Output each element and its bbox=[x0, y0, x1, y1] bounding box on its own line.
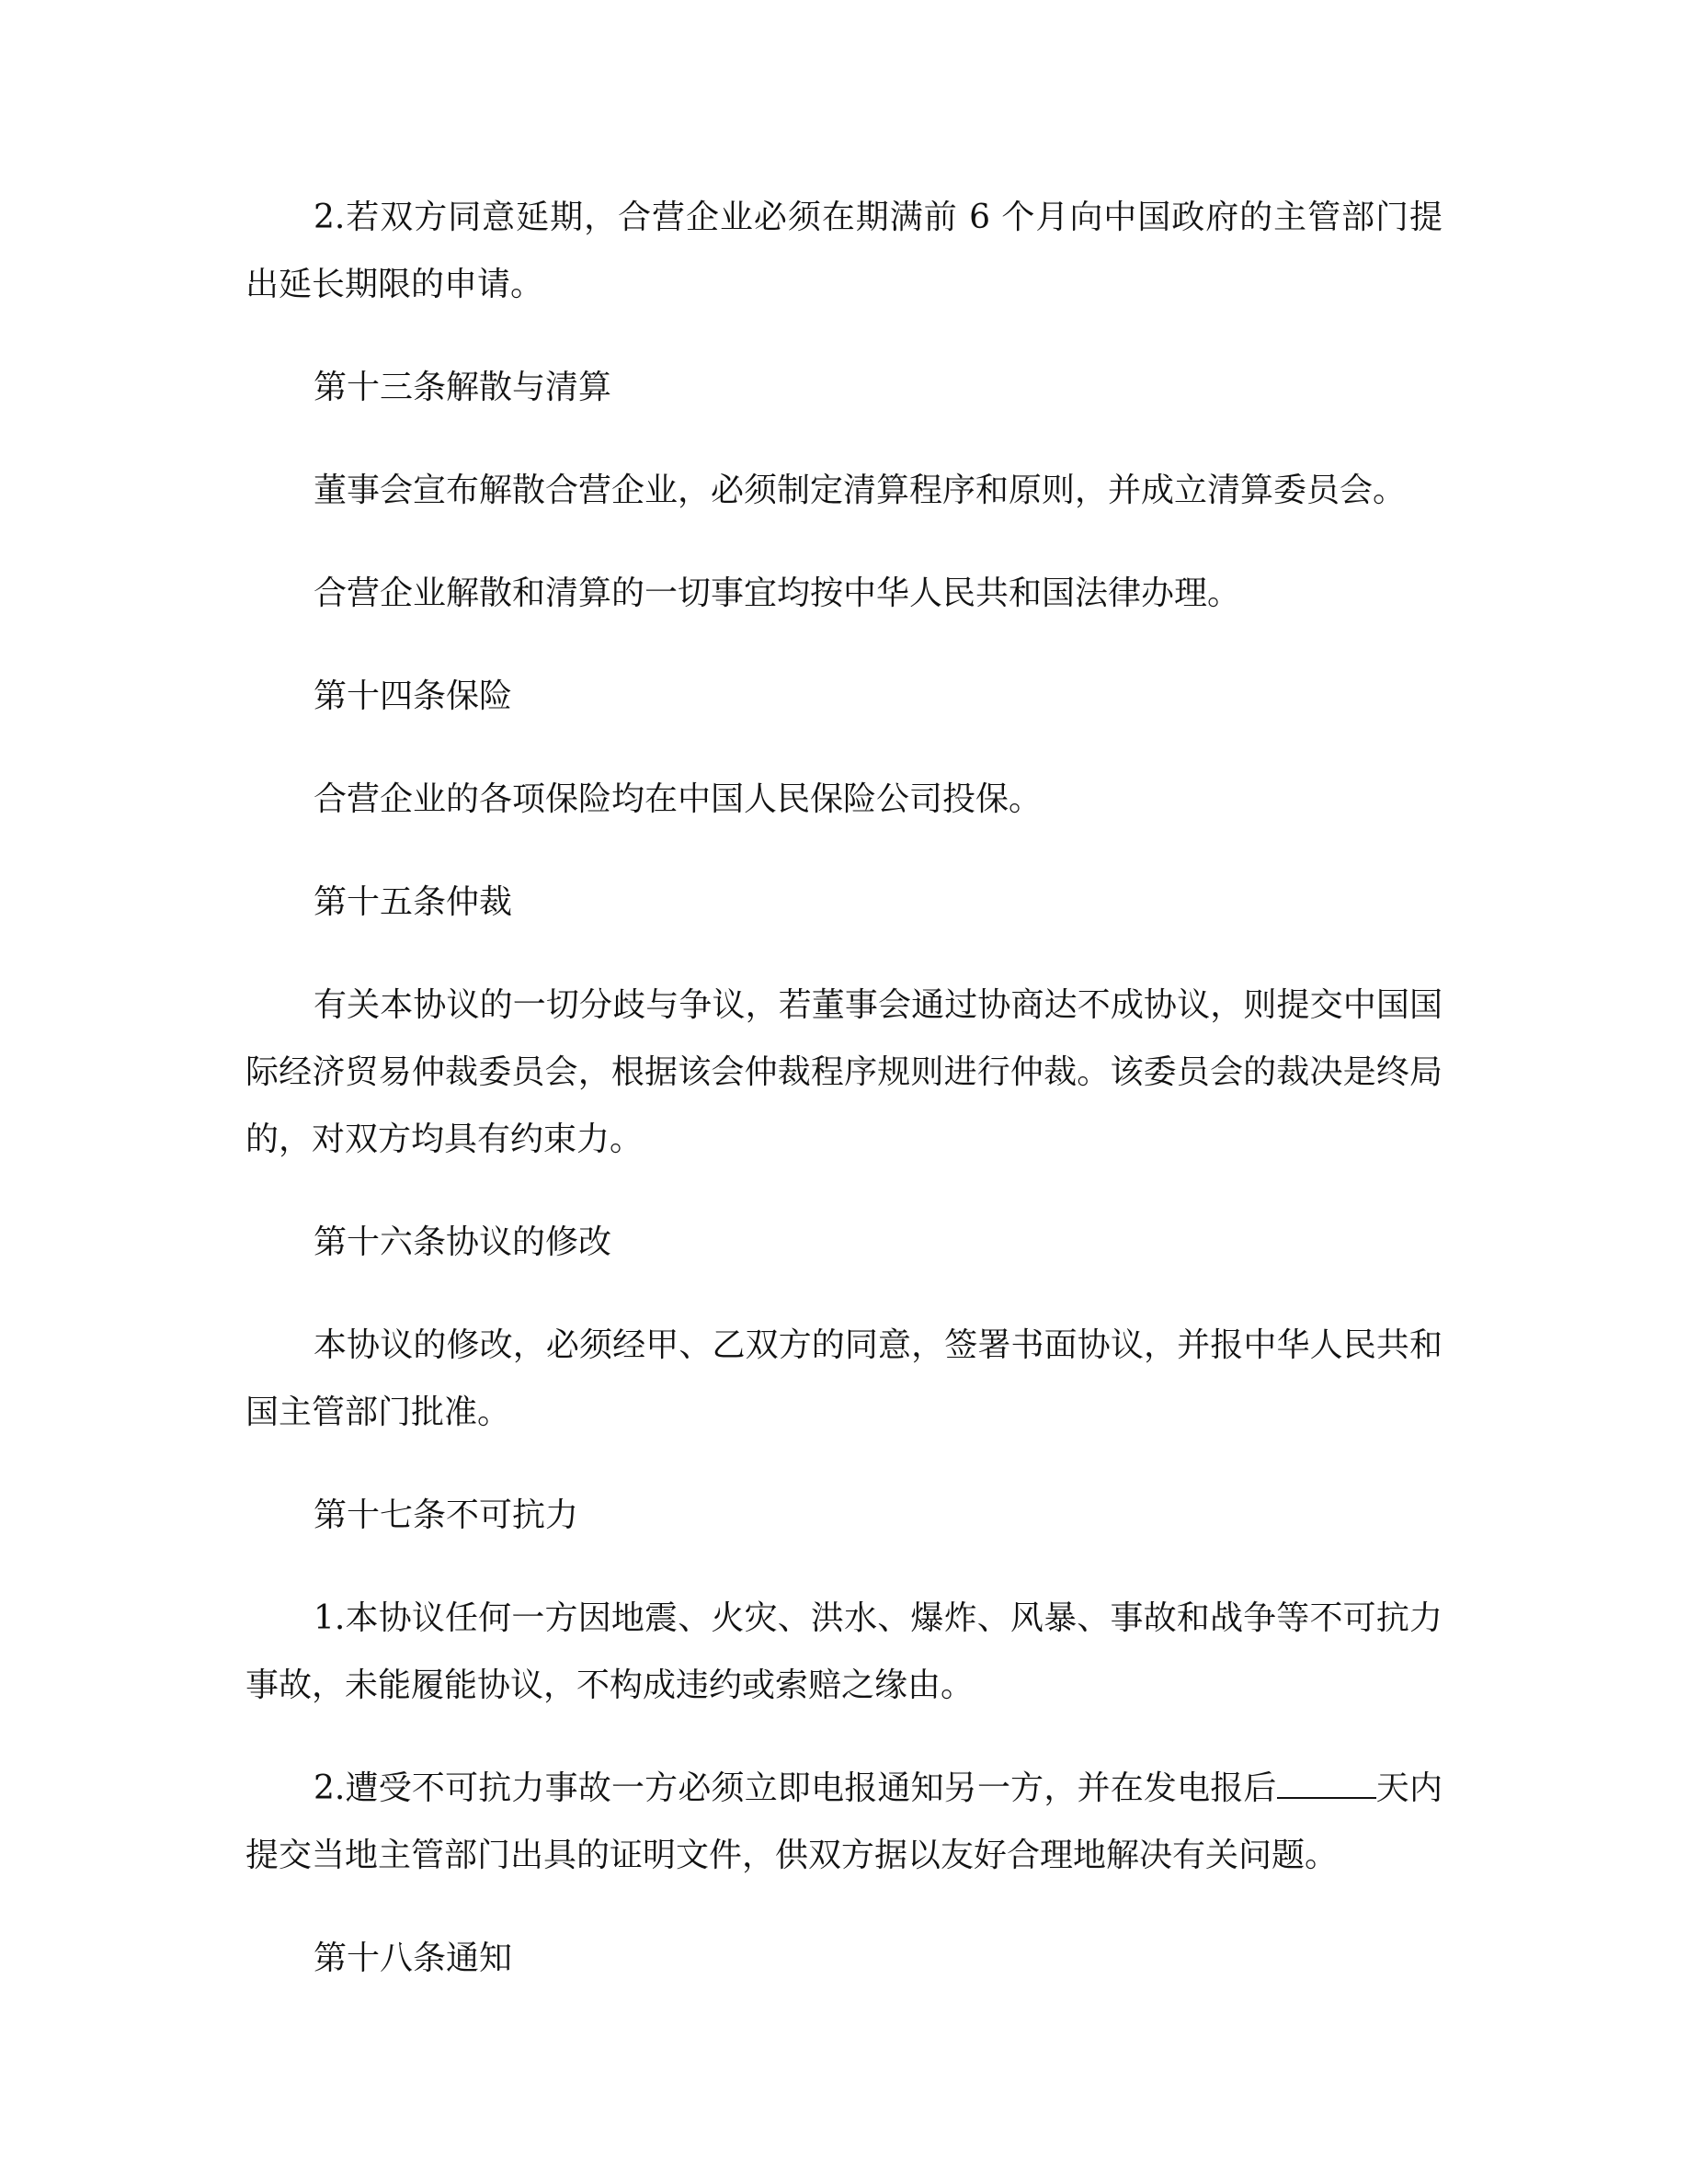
force-majeure-text-after: 天内提交当地主管部门出具的证明文件，供双方据以友好合理地解决有关问题。 bbox=[245, 1769, 1443, 1874]
paragraph-force-majeure-2 bbox=[245, 1755, 1443, 1889]
article-15-heading: 第十五条仲裁 bbox=[314, 883, 513, 921]
paragraph-liquidation-law: 合营企业解散和清算的一切事宜均按中华人民共和国法律办理。 bbox=[314, 574, 1241, 612]
article-14-heading: 第十四条保险 bbox=[314, 677, 513, 715]
paragraph-force-majeure-1: 1.本协议任何一方因地震、火灾、洪水、爆炸、风暴、事故和战争等不可抗力事故，未能履能协议，不构成违约或索赔之缘由。 bbox=[245, 1599, 1443, 1704]
force-majeure-text-before: 2.遭受不可抗力事故一方必须立即电报通知另一方，并在发电报后 bbox=[314, 1769, 1277, 1807]
article-17-heading: 第十七条不可抗力 bbox=[314, 1496, 579, 1534]
days-blank-field bbox=[1277, 1766, 1376, 1799]
article-18-heading: 第十八条通知 bbox=[314, 1939, 513, 1977]
paragraph-dissolution: 董事会宣布解散合营企业，必须制定清算程序和原则，并成立清算委员会。 bbox=[314, 472, 1407, 509]
article-13-heading: 第十三条解散与清算 bbox=[314, 369, 612, 406]
document-body bbox=[245, 184, 1443, 2028]
paragraph-insurance: 合营企业的各项保险均在中国人民保险公司投保。 bbox=[314, 780, 1043, 818]
paragraph-amendment: 本协议的修改，必须经甲、乙双方的同意，签署书面协议，并报中华人民共和国主管部门批准。 bbox=[245, 1326, 1443, 1431]
paragraph-arbitration: 有关本协议的一切分歧与争议，若董事会通过协商达不成协议，则提交中国国际经济贸易仲裁委员会，根据该会仲裁程序规则进行仲裁。该委员会的裁决是终局的，对双方均具有约束力。 bbox=[245, 986, 1443, 1158]
article-16-heading: 第十六条协议的修改 bbox=[314, 1223, 612, 1261]
paragraph-extension-application: 2.若双方同意延期，合营企业必须在期满前 6 个月向中国政府的主管部门提出延长期限的申请。 bbox=[245, 199, 1443, 303]
